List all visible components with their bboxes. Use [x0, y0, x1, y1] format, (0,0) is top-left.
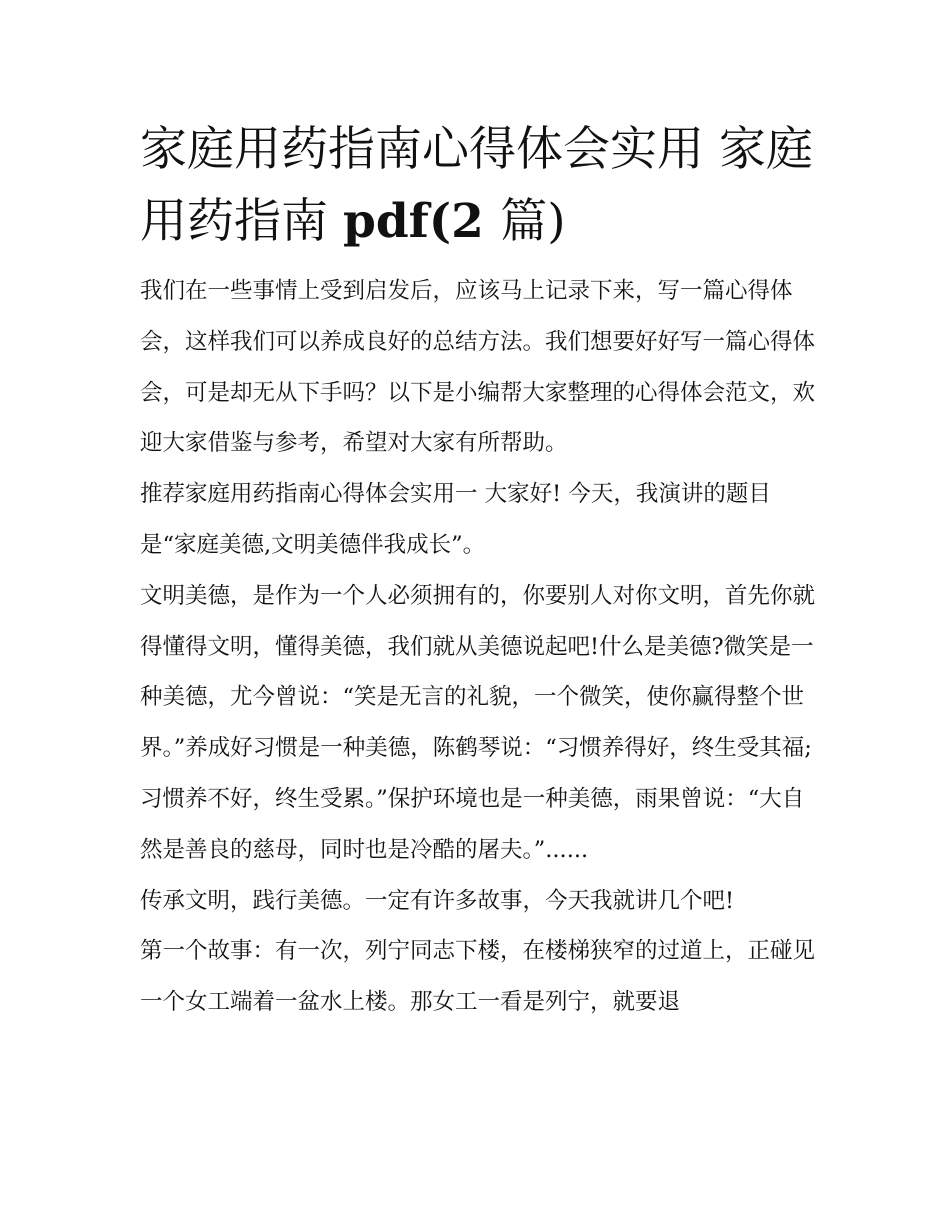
- paragraph-recommend: 推荐家庭用药指南心得体会实用一 大家好! 今天，我演讲的题目是“家庭美德,文明美德伴我成长”。: [140, 481, 771, 558]
- document-body: [140, 266, 816, 1028]
- title-text-2: pdf(2: [342, 194, 501, 249]
- title-text-3: 篇): [500, 194, 566, 249]
- paragraph-stories-intro: 传承文明，践行美德。一定有许多故事，今天我就讲几个吧!: [140, 887, 735, 914]
- paragraph-intro: 我们在一些事情上受到启发后，应该马上记录下来，写一篇心得体会，这样我们可以养成良好的总结方法。我们想要好好写一篇心得体会，可是却无从下手吗？以下是小编帮大家整理的心得体会范文，欢迎大家借鉴与参考，希望对大家有所帮助。: [140, 278, 816, 457]
- paragraph-virtue: 文明美德，是作为一个人必须拥有的，你要别人对你文明，首先你就得懂得文明，懂得美德，我们就从美德说起吧!什么是美德?微笑是一种美德，尤今曾说：“笑是无言的礼貌，一个微笑，使你赢得整个世界。”养成好习惯是一种美德，陈鹤琴说：“习惯养得好，终生受其福;习惯养不好，终生受累。”保护环境也是一种美德，雨果曾说：“大自然是善良的慈母，同时也是冷酷的屠夫。”......: [140, 582, 816, 863]
- document-title: [140, 114, 816, 258]
- paragraph-first-story: 第一个故事：有一次，列宁同志下楼，在楼梯狭窄的过道上，正碰见一个女工端着一盆水上楼。那女工一看是列宁，就要退: [140, 938, 816, 1016]
- document-page: [140, 114, 816, 1028]
- title-text-1: 家庭用药指南心得体会实用 家庭用药指南: [140, 122, 813, 249]
